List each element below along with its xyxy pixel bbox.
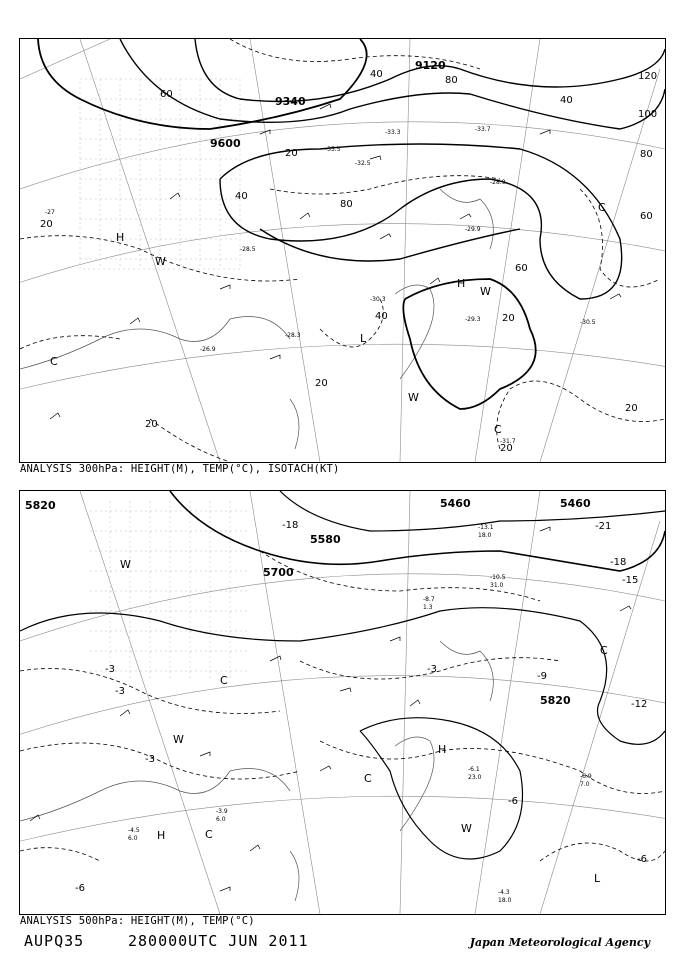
isotach-label: 80 xyxy=(340,199,353,210)
cold-center: C xyxy=(598,201,606,214)
station-temp: -29.9 xyxy=(465,226,481,233)
analysis-500hpa-map xyxy=(19,490,666,915)
isotach-label: 80 xyxy=(640,149,653,160)
isotach-label: 20 xyxy=(285,148,298,159)
station-temp: -26.9 xyxy=(200,346,216,353)
station-temp: -28.3 xyxy=(285,332,301,339)
isotherm-label: -18 xyxy=(610,557,627,568)
station-temp: -28.9 xyxy=(490,179,506,186)
station-value: 6.0 xyxy=(128,835,138,842)
isotherm-label: -21 xyxy=(595,521,612,532)
station-value: -6.1 xyxy=(468,766,480,773)
cold-center: C xyxy=(364,772,372,785)
map-500hpa-canvas xyxy=(20,491,665,914)
isotach-label: 60 xyxy=(515,263,528,274)
isotach-label: 20 xyxy=(500,443,513,454)
isotach-label: 40 xyxy=(370,69,383,80)
warm-center: W xyxy=(408,391,419,404)
station-temp: -30.3 xyxy=(370,296,386,303)
station-value: 23.0 xyxy=(468,774,482,781)
station-value: 18.0 xyxy=(478,532,492,539)
terrain-hatch-500 xyxy=(90,501,250,681)
valid-time: 280000UTC JUN 2011 xyxy=(128,932,309,950)
warm-center: W xyxy=(155,255,166,268)
coastline-500 xyxy=(20,641,493,901)
station-temp: -28.5 xyxy=(240,246,256,253)
isotherm-label: -6 xyxy=(508,796,518,807)
cold-center: C xyxy=(205,828,213,841)
cold-center: C xyxy=(600,644,608,657)
station-value: 7.0 xyxy=(580,781,590,788)
station-temp: -33.3 xyxy=(385,129,401,136)
cold-center: C xyxy=(50,355,58,368)
warm-center: W xyxy=(480,285,491,298)
isotherm-label: -3 xyxy=(105,664,115,675)
isotach-labels-300 xyxy=(40,69,657,454)
station-temp: -33.7 xyxy=(475,126,491,133)
station-obs-300 xyxy=(45,126,596,445)
isotherm-label: -9 xyxy=(537,671,547,682)
isotherm-label: -3 xyxy=(145,754,155,765)
height-labels-300 xyxy=(210,59,446,150)
isotach-label: 40 xyxy=(560,95,573,106)
isotach-label: 80 xyxy=(445,75,458,86)
station-value: 1.3 xyxy=(423,604,433,611)
map-300hpa-canvas xyxy=(20,39,665,462)
isotach-label: 20 xyxy=(315,378,328,389)
agency-credit: Japan Meteorological Agency xyxy=(469,936,650,949)
isotach-label: 20 xyxy=(502,313,515,324)
station-temp: -31.7 xyxy=(500,438,516,445)
height-label-5700: 5700 xyxy=(263,566,294,579)
coastline-300 xyxy=(20,189,493,449)
isotherm-label: -18 xyxy=(282,520,299,531)
high-center: H xyxy=(457,277,466,290)
height-contours-500 xyxy=(20,491,665,859)
station-value: -13.1 xyxy=(478,524,494,531)
analysis-300hpa-map xyxy=(19,38,666,463)
isotach-label: 40 xyxy=(235,191,248,202)
isotherm-label: -6 xyxy=(75,883,85,894)
isotherm-label: -15 xyxy=(622,575,639,586)
chart-identifier: AUPQ35 xyxy=(24,932,85,950)
warm-center: W xyxy=(173,733,184,746)
station-value: -6.9 xyxy=(580,773,592,780)
caption-300hpa: ANALYSIS 300hPa: HEIGHT(M), TEMP(°C), ISOTACH(KT) xyxy=(20,463,340,475)
isotherm-label: -12 xyxy=(631,699,648,710)
station-temp: -32.5 xyxy=(355,160,371,167)
isotach-label: 20 xyxy=(625,403,638,414)
caption-500hpa: ANALYSIS 500hPa: HEIGHT(M), TEMP(°C) xyxy=(20,915,255,927)
isotach-label: 20 xyxy=(145,419,158,430)
station-value: -4.3 xyxy=(498,889,510,896)
low-center: L xyxy=(594,872,601,885)
wind-barbs-500 xyxy=(30,527,631,891)
centers-300 xyxy=(50,201,606,436)
cold-center: C xyxy=(494,423,502,436)
station-value: 6.0 xyxy=(216,816,226,823)
isotach-label: 120 xyxy=(638,71,658,82)
station-value: 18.0 xyxy=(498,897,512,904)
station-temp: -30.5 xyxy=(580,319,596,326)
station-temp: -35.5 xyxy=(325,146,341,153)
isotherm-label: -6 xyxy=(637,854,647,865)
station-value: -4.5 xyxy=(128,827,140,834)
station-value: -8.7 xyxy=(423,596,435,603)
high-center: H xyxy=(116,231,125,244)
height-label-5820: 5820 xyxy=(25,499,56,512)
height-label-9340: 9340 xyxy=(275,95,306,108)
isotherm-label: -3 xyxy=(115,686,125,697)
terrain-hatch-300 xyxy=(80,79,240,269)
station-temp: -27 xyxy=(45,209,55,216)
warm-center: W xyxy=(461,822,472,835)
isotach-label: 100 xyxy=(638,109,658,120)
height-label-9120: 9120 xyxy=(415,59,446,72)
high-center: H xyxy=(157,829,166,842)
isotach-label: 40 xyxy=(375,311,388,322)
station-temp: -29.3 xyxy=(465,316,481,323)
station-value: -10.5 xyxy=(490,574,506,581)
isotherm-label: -3 xyxy=(427,664,437,675)
height-label-5820: 5820 xyxy=(540,694,571,707)
height-label-5580: 5580 xyxy=(310,533,341,546)
cold-center: C xyxy=(220,674,228,687)
height-label-9600: 9600 xyxy=(210,137,241,150)
low-center: L xyxy=(360,332,367,345)
isotach-label: 60 xyxy=(160,89,173,100)
station-value: -3.9 xyxy=(216,808,228,815)
centers-500 xyxy=(120,558,608,885)
height-label-5460: 5460 xyxy=(560,497,591,510)
isotach-label: 20 xyxy=(40,219,53,230)
height-label-5460: 5460 xyxy=(440,497,471,510)
high-center: H xyxy=(438,743,447,756)
station-value: 31.0 xyxy=(490,582,504,589)
isotach-label: 60 xyxy=(640,211,653,222)
warm-center: W xyxy=(120,558,131,571)
